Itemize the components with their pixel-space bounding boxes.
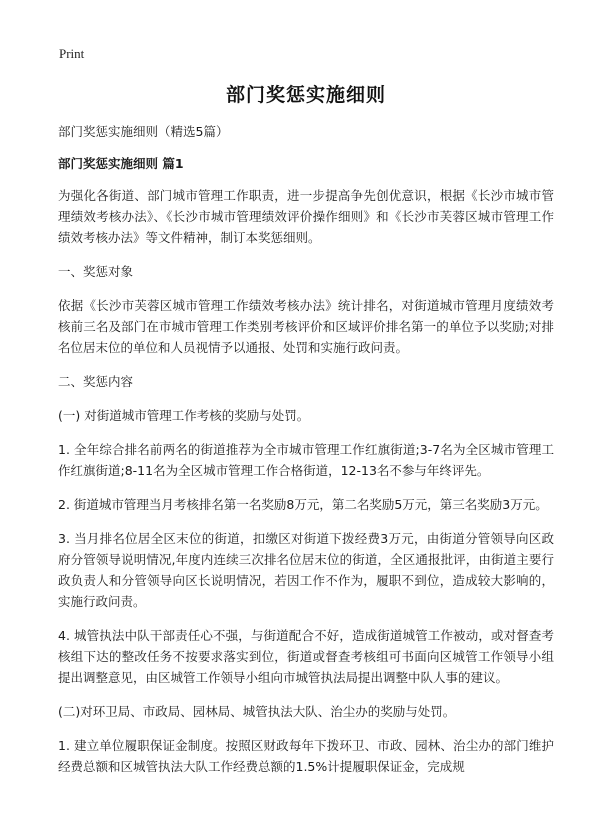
paragraph-item-4: 4. 城管执法中队干部责任心不强，与街道配合不好，造成街道城管工作被动，或对督查考核组下达的整改任务不按要求落实到位，街道或督查考核组可书面向区城管工作领导小组提出调整意见，由区城管工作领导小组向市城管执法局提出调整中队人事的建议。	[58, 628, 554, 685]
paragraph-heading-content: 二、奖惩内容	[58, 374, 134, 389]
section-heading: 部门奖惩实施细则 篇1	[58, 156, 184, 171]
paragraph-subheading-street: (一) 对街道城市管理工作考核的奖励与处罚。	[58, 408, 310, 423]
print-link[interactable]: Print	[59, 46, 85, 61]
paragraph-item-3: 3. 当月排名位居全区末位的街道，扣缴区对街道下拨经费3万元，由街道分管领导向区政府分管领导说明情况,年度内连续三次排名位居末位的街道，全区通报批评，由街道主要行政负责人和分管领导向区长说明情况，若因工作不作为，履职不到位，造成较大影响的，实施行政问责。	[58, 531, 554, 609]
paragraph-subheading-departments: (二)对环卫局、市政局、园林局、城管执法大队、治尘办的奖励与处罚。	[58, 704, 456, 719]
paragraph-objects: 依据《长沙市芙蓉区城市管理工作绩效考核办法》统计排名，对街道城市管理月度绩效考核前三名及部门在市城市管理工作类别考核评价和区域评价排名第一的单位予以奖励;对排名位居末位的单位和人员视情予以通报、处罚和实施行政问责。	[58, 298, 554, 355]
paragraph-heading-objects: 一、奖惩对象	[58, 264, 134, 279]
document-body	[58, 80, 554, 790]
page-title: 部门奖惩实施细则	[225, 84, 386, 106]
paragraph-item-1: 1. 全年综合排名前两名的街道推荐为全市城市管理工作红旗街道;3-7名为全区城市管理工作红旗街道;8-11名为全区城市管理工作合格街道，12-13名不参与年终评先。	[58, 442, 554, 478]
paragraph-dept-item-1: 1. 建立单位履职保证金制度。按照区财政每年下拨环卫、市政、园林、治尘办的部门维护经费总额和区城管执法大队工作经费总额的1.5%计提履职保证金，完成规	[58, 738, 554, 774]
paragraph-item-2: 2. 街道城市管理当月考核排名第一名奖励8万元，第二名奖励5万元，第三名奖励3万元。	[58, 497, 548, 512]
document-subtitle: 部门奖惩实施细则（精选5篇）	[58, 124, 229, 139]
paragraph-intro: 为强化各街道、部门城市管理工作职责，进一步提高争先创优意识，根据《长沙市城市管理绩效考核办法》、《长沙市城市管理绩效评价操作细则》和《长沙市芙蓉区城市管理工作绩效考核办法》等文件精神，制订本奖惩细则。	[58, 188, 554, 245]
